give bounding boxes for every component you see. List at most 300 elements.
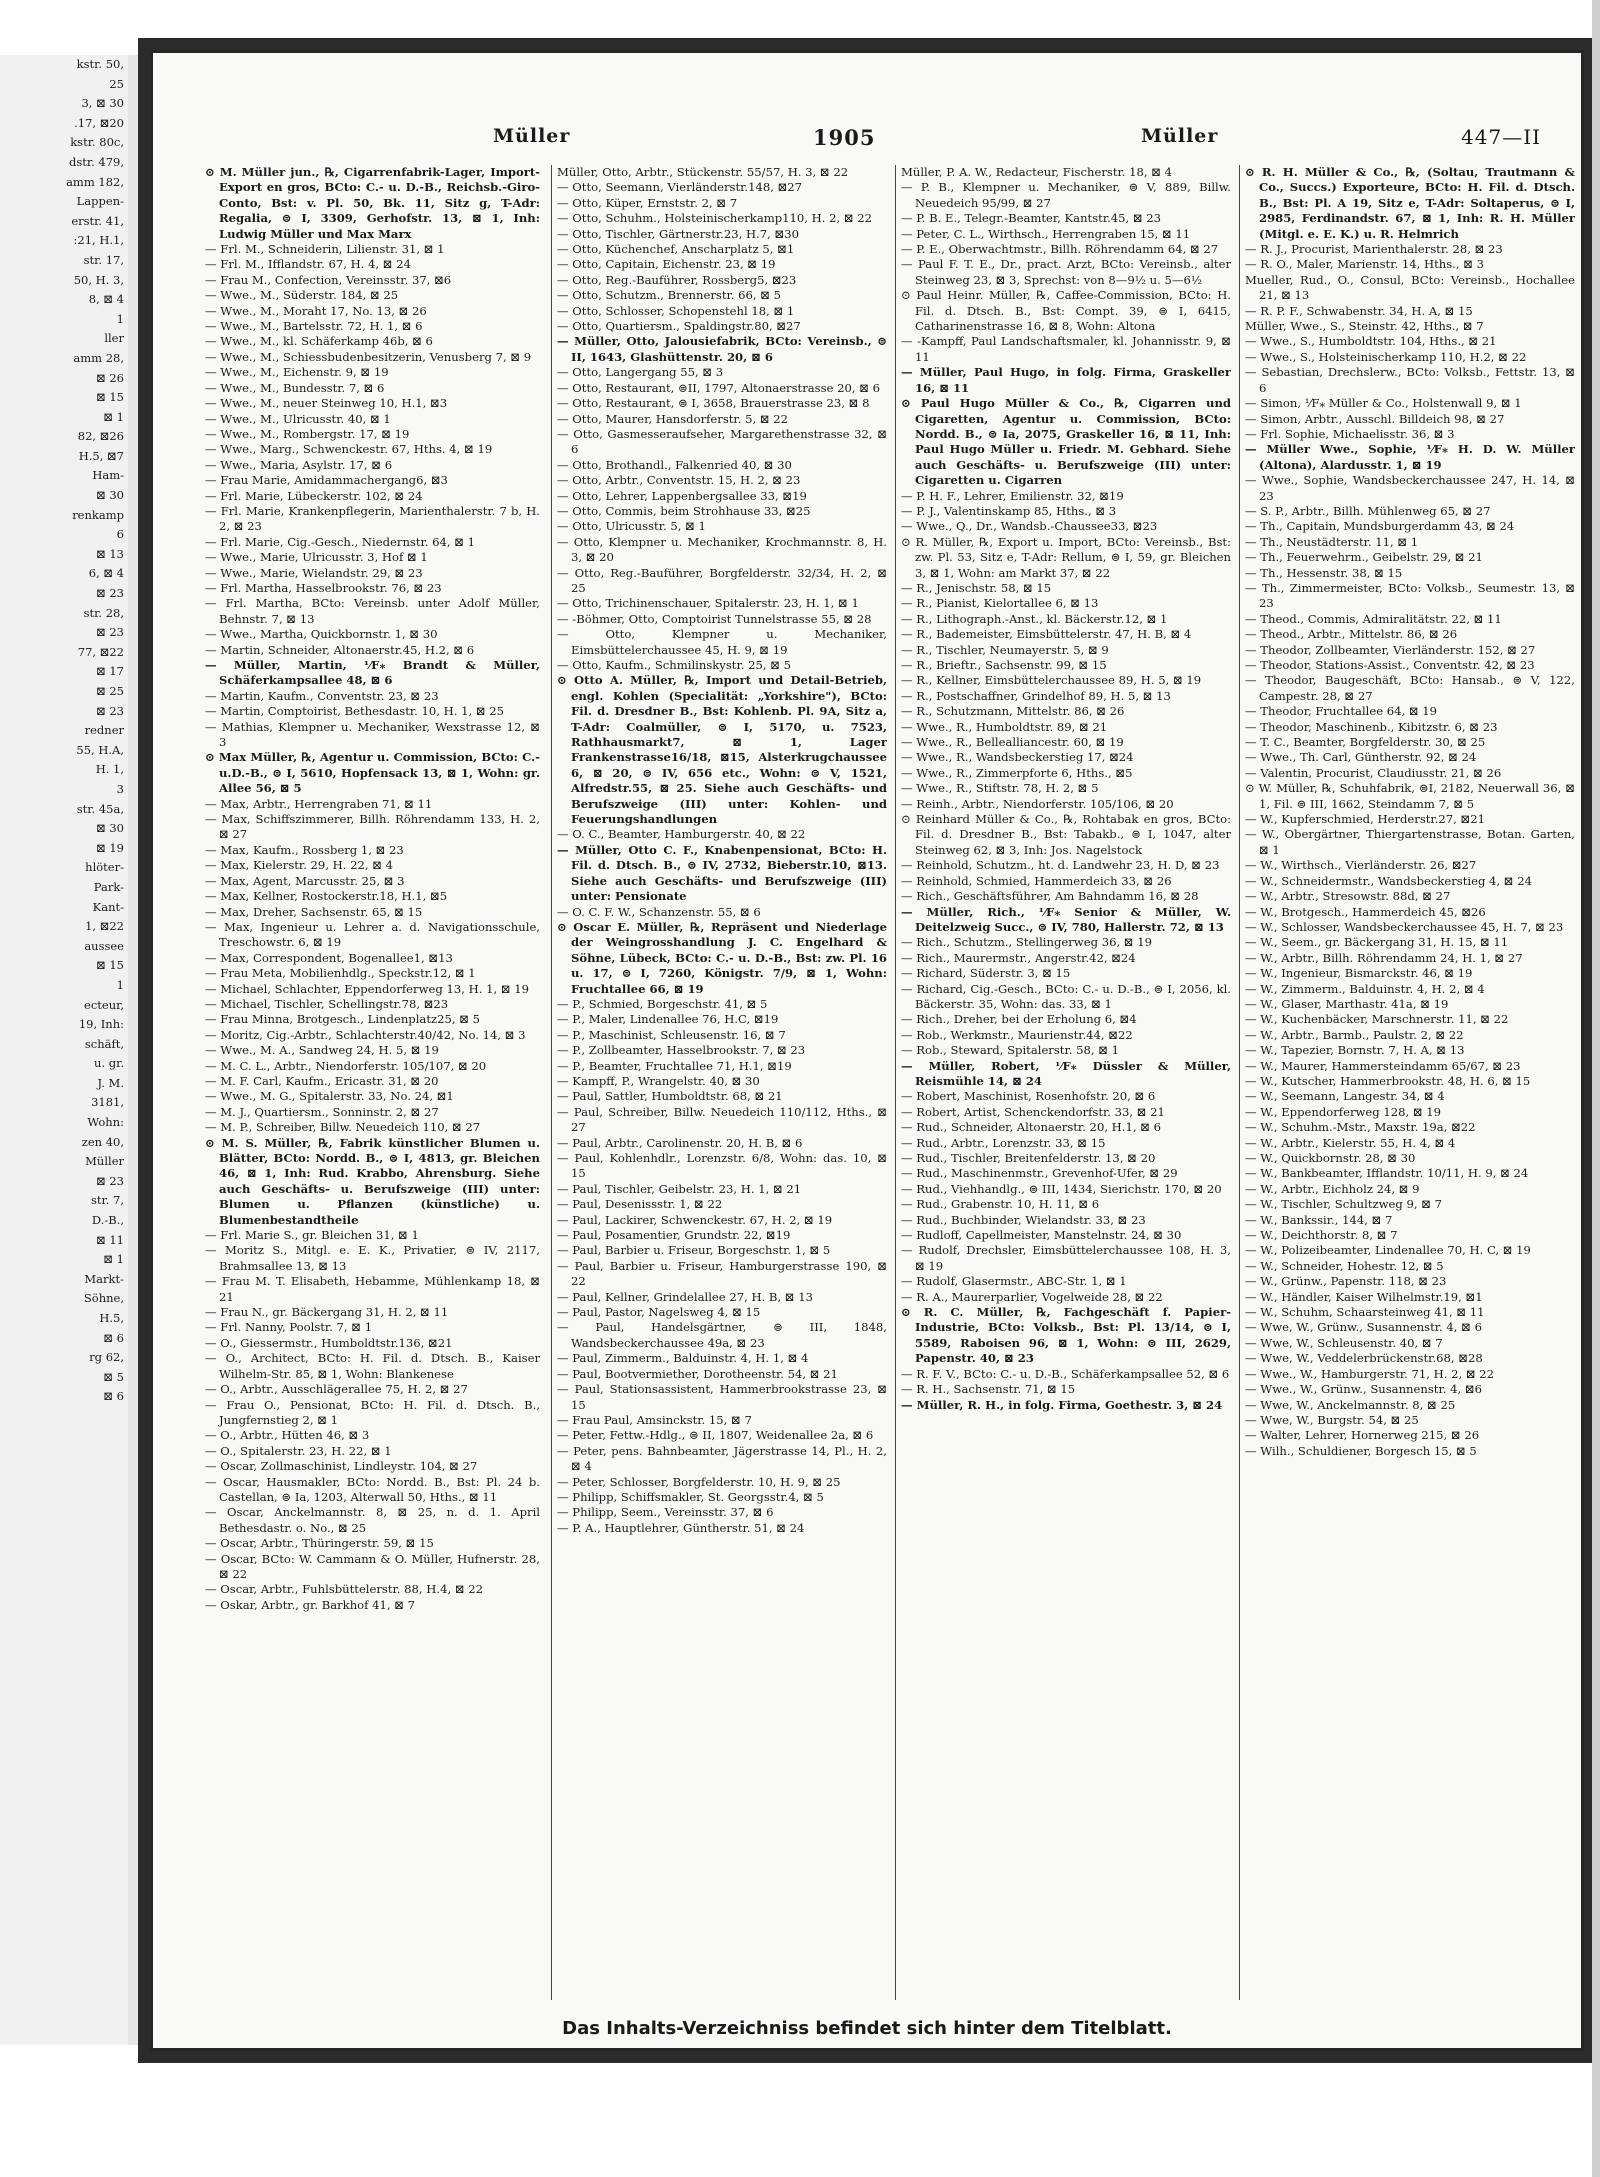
directory-entry: — Wwe., M., Eichenstr. 9, ⊠ 19 (205, 365, 389, 380)
directory-entry: — Wwe, W., Veddelerbrückenstr.68, ⊠28 (1245, 1351, 1483, 1366)
facing-page-line: ⊠ 15 (96, 958, 124, 973)
facing-page-line: ⊠ 13 (96, 546, 124, 561)
directory-entry: — Otto, Ulricusstr. 5, ⊠ 1 (557, 519, 706, 534)
directory-entry: — W., Wirthsch., Vierländerstr. 26, ⊠27 (1245, 858, 1477, 873)
directory-entry: — Wwe., R., Humboldtstr. 89, ⊠ 21 (901, 719, 1108, 734)
facing-page-fragment (0, 55, 130, 2045)
directory-entry: — W., Schuhm.-Mstr., Maxstr. 19a, ⊠22 (1245, 1120, 1476, 1135)
directory-entry: — Otto, Reg.-Bauführer, Rossberg5, ⊠23 (557, 272, 797, 287)
facing-page-line: 25 (109, 76, 124, 91)
directory-page (150, 50, 1584, 2051)
facing-page-line: 19, Inh: (78, 1017, 124, 1032)
directory-entry: — W., Arbtr., Stresowstr. 88d, ⊠ 27 (1245, 889, 1451, 904)
directory-entry: — W., Polizeibeamter, Lindenallee 70, H. C, ⊠ 19 (1245, 1243, 1531, 1258)
directory-entry: — Rud., Buchbinder, Wielandstr. 33, ⊠ 23 (901, 1212, 1146, 1227)
directory-entry: — Max, Dreher, Sachsenstr. 65, ⊠ 15 (205, 904, 423, 919)
directory-entry: — Otto, Schuhm., Holsteinischerkamp110, H. 2, ⊠ 22 (557, 211, 873, 226)
directory-entry: — Paul, Lackirer, Schwenckestr. 67, H. 2, ⊠ 19 (557, 1212, 833, 1227)
directory-entry: — Otto, Lehrer, Lappenbergsallee 33, ⊠19 (557, 488, 807, 503)
facing-page-line: 6 (116, 527, 124, 542)
facing-page-line: 3, ⊠ 30 (81, 96, 124, 111)
directory-entry: — Michael, Schlachter, Eppendorferweg 13, H. 1, ⊠ 19 (205, 981, 529, 996)
directory-entry: — Otto, Brothandl., Falkenried 40, ⊠ 30 (557, 457, 792, 472)
directory-entry: — -Böhmer, Otto, Comptoirist Tunnelstrasse 55, ⊠ 28 (557, 611, 872, 626)
directory-entry: — Max, Kaufm., Rossberg 1, ⊠ 23 (205, 842, 404, 857)
directory-entry: — Max, Ingenieur u. Lehrer a. d. Navigationsschule, Treschowstr. 6, ⊠ 19 (205, 919, 540, 950)
directory-entry: — Oscar, BCto: W. Cammann & O. Müller, Hufnerstr. 28, ⊠ 22 (205, 1551, 540, 1581)
directory-entry: ⊙ Max Müller, ℞, Agentur u. Commission, BCto: C.-u.D.-B., ⊜ I, 5610, Hopfensack 13, ⊠ 1, Wohn: gr. Allee 56, ⊠ 5 (205, 750, 540, 796)
facing-page-line: ⊠ 1 (103, 1252, 124, 1267)
directory-entry: — Oscar, Zollmaschinist, Lindleystr. 104, ⊠ 27 (205, 1459, 478, 1474)
directory-entry: — Wwe, W., Burgstr. 54, ⊠ 25 (1245, 1412, 1419, 1427)
facing-page-line: redner (84, 723, 124, 738)
facing-page-line: schäft, (84, 1036, 124, 1051)
facing-page-line: ⊠ 6 (103, 1330, 124, 1345)
directory-entry: — O., Architect, BCto: H. Fil. d. Dtsch. B., Kaiser Wilhelm-Str. 85, ⊠ 1, Wohn: Blankenese (205, 1351, 540, 1381)
directory-entry: — W., Seemann, Langestr. 34, ⊠ 4 (1245, 1089, 1445, 1104)
facing-page-line: ⊠ 23 (96, 703, 124, 718)
facing-page-line: ⊠ 30 (96, 821, 124, 836)
directory-entry: — R., Kellner, Eimsbüttelerchaussee 89, H. 5, ⊠ 19 (901, 673, 1202, 688)
directory-entry: — Martin, Schneider, Altonaerstr.45, H.2, ⊠ 6 (205, 642, 475, 657)
directory-entry: — Frl. M., Ifflandstr. 67, H. 4, ⊠ 24 (205, 257, 411, 272)
directory-entry: — W., Maurer, Hammersteindamm 65/67, ⊠ 23 (1245, 1058, 1521, 1073)
header-name-left: Müller (493, 125, 571, 147)
facing-page-line: amm 182, (66, 174, 124, 189)
directory-entry: — Rich., Schutzm., Stellingerweg 36, ⊠ 19 (901, 935, 1152, 950)
directory-entry: — Rob., Steward, Spitalerstr. 58, ⊠ 1 (901, 1043, 1119, 1058)
directory-entry: — Wwe., S., Holsteinischerkamp 110, H.2, ⊠ 22 (1245, 349, 1527, 364)
facing-page-line: 6, ⊠ 4 (88, 566, 124, 581)
directory-entry: — Wwe., R., Wandsbeckerstieg 17, ⊠24 (901, 750, 1134, 765)
directory-entry: — Simon, ⅟F⁎ Müller & Co., Holstenwall 9, ⊠ 1 (1245, 396, 1522, 411)
directory-entry: — P., Beamter, Fruchtallee 71, H.1, ⊠19 (557, 1058, 792, 1073)
scan-edge (1592, 0, 1600, 2177)
directory-entry: Müller, P. A. W., Redacteur, Fischerstr. 18, ⊠ 4 (901, 165, 1173, 179)
directory-entry: — M. P., Schreiber, Billw. Neuedeich 110, ⊠ 27 (205, 1120, 481, 1135)
directory-entry: — Th., Feuerwehrm., Geibelstr. 29, ⊠ 21 (1245, 550, 1483, 565)
facing-page-line: str. 45a, (76, 801, 124, 816)
directory-entry: — P. H. F., Lehrer, Emilienstr. 32, ⊠19 (901, 488, 1124, 503)
facing-page-line: ⊠ 19 (96, 840, 124, 855)
directory-entry: — -Kampff, Paul Landschaftsmaler, kl. Johannisstr. 9, ⊠ 11 (901, 334, 1231, 364)
directory-entry: — R. J., Procurist, Marienthalerstr. 28, ⊠ 23 (1245, 242, 1503, 257)
directory-entry: — Otto, Quartiersm., Spaldingstr.80, ⊠27 (557, 319, 801, 334)
directory-entry: — P. A., Hauptlehrer, Güntherstr. 51, ⊠ 24 (557, 1520, 805, 1535)
directory-entry: — Frau M. T. Elisabeth, Hebamme, Mühlenkamp 18, ⊠ 21 (205, 1274, 540, 1304)
directory-entry: — Theod., Arbtr., Mittelstr. 86, ⊠ 26 (1245, 627, 1458, 642)
directory-entry: — W., Quickbornstr. 28, ⊠ 30 (1245, 1151, 1416, 1165)
directory-entry: — Paul, Kellner, Grindelallee 27, H. B, ⊠ 13 (557, 1289, 813, 1304)
directory-entry: ⊙ R. C. Müller, ℞, Fachgeschäft f. Papier-Industrie, BCto: Volksb., Bst: Pl. 13/14, ⊜ I, 5589, Raboisen 96, ⊠ 1, Wohn: ⊜ III, 2629, Papenstr. 40, ⊠ 23 (901, 1305, 1231, 1366)
directory-entry: — Wwe., Maria, Asylstr. 17, ⊠ 6 (205, 457, 393, 472)
directory-entry: — W., Obergärtner, Thiergartenstrasse, Botan. Garten, ⊠ 1 (1245, 827, 1575, 857)
facing-page-line: amm 28, (73, 350, 124, 365)
directory-entry: — Theodor, Baugeschäft, BCto: Hansab., ⊜ V, 122, Campestr. 28, ⊠ 27 (1245, 673, 1575, 703)
directory-entry: — Müller, R. H., in folg. Firma, Goethestr. 3, ⊠ 24 (901, 1397, 1223, 1412)
facing-page-line: Söhne, (83, 1291, 124, 1306)
directory-entry: — Otto, Restaurant, ⊜II, 1797, Altonaerstrasse 20, ⊠ 6 (557, 380, 881, 395)
directory-entry: ⊙ Reinhard Müller & Co., ℞, Rohtabak en gros, BCto: Fil. d. Dresdner B., Bst: Tabakb., ⊜ I, 1047, alter Steinweg 62, ⊠ 3, Inh: Jos. Nagelstock (901, 812, 1231, 857)
directory-entry: — Martin, Kaufm., Conventstr. 23, ⊠ 23 (205, 688, 439, 703)
directory-entry: — W., Schlosser, Wandsbeckerchaussee 45, H. 7, ⊠ 23 (1245, 919, 1564, 934)
directory-entry: — Otto, Capitain, Eichenstr. 23, ⊠ 19 (557, 257, 776, 272)
directory-entry: — W., Kuchenbäcker, Marschnerstr. 11, ⊠ 22 (1245, 1012, 1509, 1027)
directory-entry: — P., Zollbeamter, Hasselbrookstr. 7, ⊠ 23 (557, 1043, 806, 1058)
directory-entry: — Frl. Nanny, Poolstr. 7, ⊠ 1 (205, 1320, 373, 1335)
facing-page-line: 8, ⊠ 4 (88, 292, 124, 307)
directory-entry: — Müller Wwe., Sophie, ⅟F⁎ H. D. W. Müller (Altona), Alardusstr. 1, ⊠ 19 (1245, 442, 1575, 472)
directory-entry: — Theodor, Stations-Assist., Conventstr. 42, ⊠ 23 (1245, 658, 1535, 672)
directory-entry: — W., Arbtr., Billh. Röhrendamm 24, H. 1, ⊠ 27 (1245, 950, 1523, 965)
directory-entry: — Theod., Commis, Admiralitätstr. 22, ⊠ 11 (1245, 611, 1502, 626)
facing-page-line: ⊠ 26 (96, 370, 124, 385)
directory-entry: — Paul, Zimmerm., Balduinstr. 4, H. 1, ⊠ 4 (557, 1351, 809, 1366)
directory-entry: — Frau Minna, Brotgesch., Lindenplatz25, ⊠ 5 (205, 1012, 481, 1027)
directory-entry: — Rud., Viehhandlg., ⊜ III, 1434, Sierichstr. 170, ⊠ 20 (901, 1181, 1222, 1196)
directory-entry: — R., Pianist, Kielortallee 6, ⊠ 13 (901, 596, 1099, 611)
facing-page-line: Lappen- (76, 194, 124, 209)
facing-page-line: H.5, ⊠7 (78, 448, 124, 463)
directory-entry: — Philipp, Schiffsmakler, St. Georgsstr.4, ⊠ 5 (557, 1489, 824, 1504)
directory-entry: — Th., Zimmermeister, BCto: Volksb., Seumestr. 13, ⊠ 23 (1245, 580, 1575, 611)
directory-entry: — Wwe, W., Grünw., Susannenstr. 4, ⊠ 6 (1245, 1320, 1482, 1335)
directory-entry: — Wwe., Marie, Ulricusstr. 3, Hof ⊠ 1 (205, 550, 428, 565)
directory-entry: — Müller, Martin, ⅟F⁎ Brandt & Müller, Schäferkampsallee 48, ⊠ 6 (205, 658, 540, 688)
facing-page-line: ⊠ 5 (103, 1369, 124, 1384)
directory-entry: — Rudloff, Capellmeister, Manstelnstr. 24, ⊠ 30 (901, 1228, 1182, 1243)
directory-entry: — R. P. F., Schwabenstr. 34, H. A, ⊠ 15 (1245, 303, 1473, 318)
directory-entry: — Rud., Grabenstr. 10, H. 11, ⊠ 6 (901, 1197, 1100, 1212)
directory-entry: — Paul F. T. E., Dr., pract. Arzt, BCto: Vereinsb., alter Steinweg 23, ⊠ 3, Sprechst: von 8—9½ u. 5—6½ (901, 257, 1231, 287)
directory-entry: — Otto, Seemann, Vierländerstr.148, ⊠27 (557, 180, 803, 195)
directory-entry: — Richard, Cig.-Gesch., BCto: C.- u. D.-B., ⊜ I, 2056, kl. Bäckerstr. 35, Wohn: das. 33, ⊠ 1 (901, 981, 1231, 1011)
directory-entry: — Müller, Paul Hugo, in folg. Firma, Graskeller 16, ⊠ 11 (901, 365, 1231, 395)
directory-entry: — Otto, Schutzm., Brennerstr. 66, ⊠ 5 (557, 288, 782, 303)
directory-entry: ⊙ R. Müller, ℞, Export u. Import, BCto: Vereinsb., Bst: zw. Pl. 53, Sitz e, T-Adr: Rellum, ⊜ I, 59, gr. Bleichen 3, ⊠ 1, Wohn: am Markt 37, ⊠ 22 (901, 534, 1231, 580)
directory-entry: — Wwe., M., Bartelsstr. 72, H. 1, ⊠ 6 (205, 319, 423, 334)
directory-entry: — P. E., Oberwachtmstr., Billh. Röhrendamm 64, ⊠ 27 (901, 242, 1219, 257)
facing-page-line: 50, H. 3, (73, 272, 124, 287)
directory-entry: — Walter, Lehrer, Hornerweg 215, ⊠ 26 (1245, 1428, 1480, 1443)
directory-entry: — R. A., Maurerparlier, Vogelweide 28, ⊠ 22 (901, 1289, 1163, 1304)
directory-entry: — Otto, Schlosser, Schopenstehl 18, ⊠ 1 (557, 303, 795, 318)
directory-entry: — Rud., Schneider, Altonaerstr. 20, H.1, ⊠ 6 (901, 1120, 1162, 1135)
directory-entry: — Otto, Küchenchef, Anscharplatz 5, ⊠1 (557, 242, 795, 257)
facing-page-line: 1 (116, 977, 124, 992)
directory-entry: — Paul, Schreiber, Billw. Neuedeich 110/112, Hths., ⊠ 27 (557, 1104, 887, 1135)
directory-entry: — Martin, Comptoirist, Bethesdastr. 10, H. 1, ⊠ 25 (205, 704, 505, 719)
facing-page-line: ⊠ 30 (96, 488, 124, 503)
directory-entry: — Sebastian, Drechslerw., BCto: Volksb., Fettstr. 13, ⊠ 6 (1245, 365, 1575, 395)
facing-page-line: Ham- (92, 468, 124, 483)
directory-entry: — Kampff, P., Wrangelstr. 40, ⊠ 30 (557, 1073, 760, 1088)
directory-entry: — Th., Hessenstr. 38, ⊠ 15 (1245, 565, 1403, 580)
directory-entry: — Rud., Arbtr., Lorenzstr. 33, ⊠ 15 (901, 1135, 1106, 1150)
facing-page-line: str. 17, (83, 252, 124, 267)
column-4 (1239, 165, 1575, 2000)
directory-entry: — O., Arbtr., Ausschlägerallee 75, H. 2, ⊠ 27 (205, 1382, 468, 1397)
facing-page-line: dstr. 479, (68, 154, 124, 169)
directory-entry: — Wwe., M., Moraht 17, No. 13, ⊠ 26 (205, 303, 427, 318)
facing-page-line: D.-B., (91, 1213, 124, 1228)
directory-entry: ⊙ M. S. Müller, ℞, Fabrik künstlicher Blumen u. Blätter, BCto: Nordd. B., ⊜ I, 4813, gr. Bleichen 46, ⊠ 1, Inh: Rud. Krabbo, Ahrensburg. Siehe auch Geschäfts- u. Berufszweige (III) unter: Blumen u. Pflanzen (künstliche) u. Blumenbestandtheile (205, 1135, 540, 1227)
facing-page-line: 77, ⊠22 (77, 644, 124, 659)
directory-entry: — Frl. Marie S., gr. Bleichen 31, ⊠ 1 (205, 1228, 419, 1243)
facing-page-line: H. 1, (95, 762, 124, 777)
directory-entry: — Wwe., Sophie, Wandsbeckerchaussee 247, H. 14, ⊠ 23 (1245, 473, 1575, 503)
directory-entry: — Frau N., gr. Bäckergang 31, H. 2, ⊠ 11 (205, 1305, 449, 1320)
directory-entry: — Wwe., M., Rombergstr. 17, ⊠ 19 (205, 426, 410, 441)
directory-entry: — Max, Agent, Marcusstr. 25, ⊠ 3 (205, 873, 405, 888)
directory-entry: — Frl. Marie, Cig.-Gesch., Niedernstr. 64, ⊠ 1 (205, 534, 476, 549)
directory-entry: — W., Arbtr., Barmb., Paulstr. 2, ⊠ 22 (1245, 1027, 1464, 1042)
directory-entry: — Simon, Arbtr., Ausschl. Billdeich 98, ⊠ 27 (1245, 411, 1505, 426)
directory-entry: — P., Maler, Lindenallee 76, H.C, ⊠19 (557, 1012, 779, 1027)
facing-page-line: Kant- (92, 899, 124, 914)
directory-entry: — Max, Kielerstr. 29, H. 22, ⊠ 4 (205, 858, 394, 873)
facing-page-line: 1, ⊠22 (85, 919, 124, 934)
book-gutter (128, 55, 143, 2045)
directory-entry: ⊙ M. Müller jun., ℞, Cigarrenfabrik-Lager, Import- Export en gros, BCto: C.- u. D.-B., Reichsb.-Giro-Conto, Bst: v. Pl. 50, Bk. 11, Sitz g, T-Adr: Regalia, ⊜ I, 3309, Gerhofstr. 13, ⊠ 1, Inh: Ludwig Müller und Max Marx (205, 165, 540, 241)
directory-entry: — Rich., Dreher, bei der Erholung 6, ⊠4 (901, 1012, 1137, 1027)
facing-page-line: kstr. 80c, (70, 135, 124, 150)
directory-entry: — Robert, Artist, Schenckendorfstr. 33, ⊠ 21 (901, 1104, 1165, 1119)
header-name-right: Müller (1141, 125, 1219, 147)
directory-entry: Müller, Otto, Arbtr., Stückenstr. 55/57, H. 3, ⊠ 22 (557, 165, 849, 179)
directory-entry: — W., Tapezier, Bornstr. 7, H. A, ⊠ 13 (1245, 1043, 1465, 1058)
directory-entry: — W., Bankssir., 144, ⊠ 7 (1245, 1212, 1393, 1227)
directory-entry: — Th., Capitain, Mundsburgerdamm 43, ⊠ 24 (1245, 519, 1515, 534)
facing-page-line: ⊠ 15 (96, 390, 124, 405)
directory-entry: — Paul, Handelsgärtner, ⊜ III, 1848, Wandsbeckerchaussee 49a, ⊠ 23 (557, 1320, 887, 1350)
directory-entry: — Reinh., Arbtr., Niendorferstr. 105/106, ⊠ 20 (901, 796, 1174, 811)
directory-entry: — Peter, pens. Bahnbeamter, Jägerstrasse 14, Pl., H. 2, ⊠ 4 (557, 1443, 887, 1474)
header-year: 1905 (813, 125, 876, 150)
directory-entry: — W., Brotgesch., Hammerdeich 45, ⊠26 (1245, 904, 1486, 919)
directory-entry: — Paul, Pastor, Nagelsweg 4, ⊠ 15 (557, 1305, 761, 1320)
directory-entry: — O., Arbtr., Hütten 46, ⊠ 3 (205, 1428, 370, 1443)
directory-entry: — Theodor, Fruchtallee 64, ⊠ 19 (1245, 704, 1438, 719)
directory-entry: — W., Schuhm, Schaarsteinweg 41, ⊠ 11 (1245, 1305, 1485, 1320)
directory-entry: — T. C., Beamter, Borgfelderstr. 30, ⊠ 25 (1245, 735, 1486, 750)
directory-entry: — Wwe., Marg., Schwenckestr. 67, Hths. 4, ⊠ 19 (205, 442, 493, 457)
directory-entry: — Wwe., Q., Dr., Wandsb.-Chaussee33, ⊠23 (901, 519, 1158, 534)
directory-entry: — Paul, Barbier u. Friseur, Borgeschstr. 1, ⊠ 5 (557, 1243, 831, 1258)
directory-entry: — Frl. Marie, Krankenpflegerin, Marienthalerstr. 7 b, H. 2, ⊠ 23 (205, 503, 540, 534)
directory-entry: — R., Schutzmann, Mittelstr. 86, ⊠ 26 (901, 704, 1125, 719)
directory-entry: — Otto, Commis, beim Strohhause 33, ⊠25 (557, 503, 811, 518)
directory-entry: — Rudolf, Glasermstr., ABC-Str. 1, ⊠ 1 (901, 1274, 1127, 1289)
facing-page-line: ⊠ 11 (96, 1232, 124, 1247)
column-3 (895, 165, 1231, 2000)
facing-page-line: ⊠ 17 (96, 664, 124, 679)
directory-entry: ⊙ Oscar E. Müller, ℞, Repräsent und Niederlage der Weingrosshandlung J. C. Engelhard & Söhne, Lübeck, BCto: C.- u. D.-B., Bst: zw. Pl. 16 u. 17, ⊜ I, 7260, Königstr. 7/9, ⊠ 1, Wohn: Fruchtallee 66, ⊠ 19 (557, 919, 887, 996)
facing-page-line: 3181, (91, 1095, 124, 1110)
directory-entry: — Oscar, Anckelmannstr. 8, ⊠ 25, n. d. 1. April Bethesdastr. o. No., ⊠ 25 (205, 1505, 540, 1535)
directory-entry: — Theodor, Maschinenb., Kibitzstr. 6, ⊠ 23 (1245, 719, 1498, 734)
directory-entry: — Max, Schiffszimmerer, Billh. Röhrendamm 133, H. 2, ⊠ 27 (205, 812, 540, 842)
directory-entry: — Paul, Posamentier, Grundstr. 22, ⊠19 (557, 1228, 791, 1243)
facing-page-line: .17, ⊠20 (74, 115, 124, 130)
directory-entry: — Otto, Klempner u. Mechaniker, Eimsbüttelerchaussee 45, H. 9, ⊠ 19 (557, 627, 887, 657)
directory-entry: — Rich., Geschäftsführer, Am Bahndamm 16, ⊠ 28 (901, 889, 1199, 904)
facing-page-line: 55, H.A, (76, 742, 124, 757)
facing-page-line: ⊠ 1 (103, 409, 124, 424)
directory-entry: — R., Jenischstr. 58, ⊠ 15 (901, 580, 1052, 595)
directory-entry: — Otto, Kaufm., Schmilinskystr. 25, ⊠ 5 (557, 658, 791, 672)
directory-entry: — Wwe., R., Stiftstr. 78, H. 2, ⊠ 5 (901, 781, 1099, 796)
directory-entry: — Th., Neustädterstr. 11, ⊠ 1 (1245, 534, 1419, 549)
page-header (173, 125, 1561, 159)
directory-entry: — P. J., Valentinskamp 85, Hths., ⊠ 3 (901, 503, 1117, 518)
directory-entry: — M. C. L., Arbtr., Niendorferstr. 105/107, ⊠ 20 (205, 1058, 487, 1073)
facing-page-line: kstr. 50, (76, 57, 124, 71)
directory-entry: — W., Arbtr., Eichholz 24, ⊠ 9 (1245, 1181, 1420, 1196)
directory-entry: — R. F. V., BCto: C.- u. D.-B., Schäferkampsallee 52, ⊠ 6 (901, 1366, 1230, 1381)
directory-entry: — Rob., Werkmstr., Maurienstr.44, ⊠22 (901, 1027, 1133, 1042)
facing-page-line: rg 62, (89, 1350, 124, 1365)
facing-page-line: ⊠ 25 (96, 684, 124, 698)
directory-entry: — Frau Paul, Amsinckstr. 15, ⊠ 7 (557, 1412, 752, 1427)
directory-entry: — Mathias, Klempner u. Mechaniker, Wexstrasse 12, ⊠ 3 (205, 719, 540, 750)
directory-entry: — Wwe., M., Ulricusstr. 40, ⊠ 1 (205, 411, 391, 426)
directory-entry: — Wwe., M., Schiessbudenbesitzerin, Venusberg 7, ⊠ 9 (205, 349, 532, 364)
directory-entry: — Frau Meta, Mobilienhdlg., Speckstr.12, ⊠ 1 (205, 966, 476, 981)
directory-entry: — Wwe., W., Hamburgerstr. 71, H. 2, ⊠ 22 (1245, 1366, 1495, 1381)
directory-entry: ⊙ Paul Hugo Müller & Co., ℞, Cigarren und Cigaretten, Agentur u. Commission, BCto: Nordd. B., ⊜ Ia, 2075, Graskeller 16, ⊠ 11, Inh: Paul Hugo Müller u. Friedr. M. Gebhard. Siehe auch Geschäfts- u. Berufszweige (III) unter: Cigaretten u. Cigarren (901, 396, 1231, 488)
directory-entry: — Frl. M., Schneiderin, Lilienstr. 31, ⊠ 1 (205, 242, 445, 257)
directory-entry: — Theodor, Zollbeamter, Vierländerstr. 152, ⊠ 27 (1245, 642, 1536, 657)
directory-entry: — W., Seem., gr. Bäckergang 31, H. 15, ⊠ 11 (1245, 935, 1509, 950)
directory-entry: — Müller, Rich., ⅟F⁎ Senior & Müller, W. Deitelzweig Succ., ⊜ IV, 780, Hallerstr. 72, ⊠ 13 (901, 904, 1231, 934)
directory-entry: — Paul, Barbier u. Friseur, Hamburgerstrasse 190, ⊠ 22 (557, 1258, 887, 1289)
directory-entry: — Wwe., R., Zimmerpforte 6, Hths., ⊠5 (901, 765, 1133, 780)
directory-entry: — Philipp, Seem., Vereinsstr. 37, ⊠ 6 (557, 1505, 774, 1520)
directory-entry: — W., Glaser, Marthastr. 41a, ⊠ 19 (1245, 996, 1449, 1011)
directory-entry: — Moritz S., Mitgl. e. E. K., Privatier, ⊜ IV, 2117, Brahmsallee 13, ⊠ 13 (205, 1243, 540, 1273)
directory-entry: — W., Händler, Kaiser Wilhelmstr.19, ⊠1 (1245, 1289, 1483, 1304)
directory-entry: — W., Schneider, Hohestr. 12, ⊠ 5 (1245, 1258, 1444, 1273)
directory-entry: — R. O., Maler, Marienstr. 14, Hths., ⊠ 3 (1245, 257, 1485, 272)
directory-entry: — Wwe., M. A., Sandweg 24, H. 5, ⊠ 19 (205, 1043, 439, 1058)
directory-entry: — Max, Correspondent, Bogenallee1, ⊠13 (205, 950, 453, 965)
directory-entry: — Frl. Marie, Lübeckerstr. 102, ⊠ 24 (205, 488, 423, 503)
facing-page-line: aussee (84, 938, 124, 953)
directory-entry: — Wilh., Schuldiener, Borgesch 15, ⊠ 5 (1245, 1443, 1477, 1458)
facing-page-line: 82, ⊠26 (77, 429, 124, 444)
directory-entry: — Paul, Stationsassistent, Hammerbrookstrasse 23, ⊠ 15 (557, 1382, 887, 1412)
directory-entry: — R., Tischler, Neumayerstr. 5, ⊠ 9 (901, 642, 1109, 657)
directory-entry: — Rich., Maurermstr., Angerstr.42, ⊠24 (901, 950, 1136, 965)
directory-entry: ⊙ Paul Heinr. Müller, ℞, Caffee-Commission, BCto: H. Fil. d. Dtsch. B., Bst: Compt. 39, ⊜ I, 6415, Catharinenstrasse 16, ⊠ 8, Wohn: Altona (901, 288, 1231, 334)
directory-entry: — W., Kutscher, Hammerbrookstr. 48, H. 6, ⊠ 15 (1245, 1073, 1531, 1088)
facing-page-line: H.5, (99, 1311, 124, 1325)
directory-entry: — Wwe., M., Bundesstr. 7, ⊠ 6 (205, 380, 385, 395)
directory-entry: — Müller, Otto C. F., Knabenpensionat, BCto: H. Fil. d. Dtsch. B., ⊜ IV, 2732, Bieberstr.10, ⊠13. Siehe auch Geschäfts- und Berufszweige (III) unter: Pensionate (557, 842, 887, 904)
directory-entry: — P. B. E., Telegr.-Beamter, Kantstr.45, ⊠ 23 (901, 211, 1162, 226)
directory-entry: — Paul, Desenissstr. 1, ⊠ 22 (557, 1197, 723, 1212)
directory-entry: — Paul, Kohlenhdlr., Lorenzstr. 6/8, Wohn: das. 10, ⊠ 15 (557, 1151, 887, 1181)
directory-entry: — Rudolf, Drechsler, Eimsbüttelerchaussee 108, H. 3, ⊠ 19 (901, 1243, 1231, 1273)
directory-entry: — Wwe., Marie, Wielandstr. 29, ⊠ 23 (205, 565, 423, 580)
directory-entry: — Peter, Schlosser, Borgfelderstr. 10, H. 9, ⊠ 25 (557, 1474, 841, 1489)
directory-entry: — Paul, Bootvermiether, Dorotheenstr. 54, ⊠ 21 (557, 1366, 838, 1381)
directory-entry: — Otto, Klempner u. Mechaniker, Krochmannstr. 8, H. 3, ⊠ 20 (557, 534, 887, 565)
directory-entry: ⊙ R. H. Müller & Co., ℞, (Soltau, Trautmann & Co., Succs.) Exporteure, BCto: H. Fil. d. Dtsch. B., Bst: Pl. A 19, Sitz e, T-Adr: Soltaperus, ⊜ I, 2985, Ferdinandstr. 67, ⊠ 1, Inh: R. H. Müller (Mitgl. e. E. K.) u. R. Helmrich (1245, 165, 1575, 241)
directory-entry: — Oskar, Arbtr., gr. Barkhof 41, ⊠ 7 (205, 1597, 416, 1612)
facing-page-line: Wohn: (87, 1115, 124, 1130)
directory-entry: — W., Bankbeamter, Ifflandstr. 10/11, H. 9, ⊠ 24 (1245, 1166, 1529, 1181)
directory-entry: — Moritz, Cig.-Arbtr., Schlachterstr.40/42, No. 14, ⊠ 3 (205, 1027, 526, 1042)
directory-entry: — Wwe, W., Schleusenstr. 40, ⊠ 7 (1245, 1335, 1443, 1350)
directory-entry: — Oscar, Arbtr., Thüringerstr. 59, ⊠ 15 (205, 1536, 434, 1551)
directory-entry: — Wwe., M. G., Spitalerstr. 33, No. 24, ⊠1 (205, 1089, 454, 1104)
directory-entry: — Valentin, Procurist, Claudiusstr. 21, ⊠ 26 (1245, 765, 1502, 780)
facing-page-line: ⊠ 23 (96, 586, 124, 601)
directory-entry: — M. J., Quartiersm., Sonninstr. 2, ⊠ 27 (205, 1104, 439, 1119)
directory-entry: — W., Ingenieur, Bismarckstr. 46, ⊠ 19 (1245, 966, 1473, 981)
directory-entry: — Wwe., Th. Carl, Güntherstr. 92, ⊠ 24 (1245, 750, 1477, 765)
column-1 (205, 165, 540, 2000)
facing-page-line: zen 40, (81, 1134, 124, 1149)
directory-entry: — Wwe., W., Grünw., Susannenstr. 4, ⊠6 (1245, 1382, 1482, 1397)
facing-page-line: Markt- (84, 1271, 124, 1286)
directory-entry: — Müller, Otto, Jalousiefabrik, BCto: Vereinsb., ⊜ II, 1643, Glashüttenstr. 20, ⊠ 6 (557, 334, 887, 364)
directory-entry: Müller, Wwe., S., Steinstr. 42, Hths., ⊠ 7 (1245, 319, 1484, 334)
header-page-number: 447—II (1461, 125, 1541, 149)
directory-entry: — W., Tischler, Schultzweg 9, ⊠ 7 (1245, 1197, 1443, 1212)
directory-entry: — Otto, Küper, Ernststr. 2, ⊠ 7 (557, 195, 738, 210)
facing-page-line: ⊠ 6 (103, 1389, 124, 1404)
facing-page-line: str. 28, (83, 605, 124, 620)
directory-entry: Mueller, Rud., O., Consul, BCto: Vereinsb., Hochallee 21, ⊠ 13 (1245, 272, 1575, 303)
directory-entry: — R., Bademeister, Eimsbüttelerstr. 47, H. B, ⊠ 4 (901, 627, 1192, 642)
facing-page-line: ecteur, (84, 997, 124, 1012)
directory-entry: — P., Schmied, Borgeschstr. 41, ⊠ 5 (557, 996, 768, 1011)
footer-note: Das Inhalts-Verzeichniss befindet sich hinter dem Titelblatt. (562, 2018, 1172, 2039)
directory-entry: — Otto, Reg.-Bauführer, Borgfelderstr. 32/34, H. 2, ⊠ 25 (557, 565, 887, 595)
facing-page-line: 3 (116, 781, 124, 796)
directory-entry: — W., Kupferschmied, Herderstr.27, ⊠21 (1245, 812, 1485, 827)
directory-entry: — Wwe., Martha, Quickbornstr. 1, ⊠ 30 (205, 627, 438, 642)
directory-entry: — O., Spitalerstr. 23, H. 22, ⊠ 1 (205, 1443, 392, 1458)
directory-entry: — W., Grünw., Papenstr. 118, ⊠ 23 (1245, 1274, 1447, 1289)
directory-entry: — Wwe., M., neuer Steinweg 10, H.1, ⊠3 (205, 396, 448, 411)
facing-page-line: hlöter- (85, 860, 124, 875)
facing-page-line: Müller (85, 1154, 124, 1169)
directory-entry: — Frau M., Confection, Vereinsstr. 37, ⊠6 (205, 272, 452, 287)
facing-page-line: erstr. 41, (71, 213, 124, 228)
column-2 (551, 165, 887, 2000)
directory-entry: — Frau O., Pensionat, BCto: H. Fil. d. Dtsch. B., Jungfernstieg 2, ⊠ 1 (205, 1397, 540, 1427)
directory-entry: — Rud., Tischler, Breitenfelderstr. 13, ⊠ 20 (901, 1151, 1156, 1165)
directory-entry: — P. B., Klempner u. Mechaniker, ⊜ V, 889, Billw. Neuedeich 95/99, ⊠ 27 (901, 180, 1231, 210)
directory-entry: — Paul, Sattler, Humboldtstr. 68, ⊠ 21 (557, 1089, 783, 1104)
directory-entry: — Otto, Maurer, Hansdorferstr. 5, ⊠ 22 (557, 411, 788, 426)
facing-page-line: J. M. (97, 1075, 124, 1090)
directory-entry: — R. H., Sachsenstr. 71, ⊠ 15 (901, 1382, 1076, 1397)
facing-page-line: Park- (93, 879, 124, 894)
directory-entry: — W., Schneidermstr., Wandsbeckerstieg 4, ⊠ 24 (1245, 873, 1532, 888)
directory-entry: ⊙ Otto A. Müller, ℞, Import und Detail-Betrieb, engl. Kohlen (Specialität: „Yorkshire"), BCto: Fil. d. Dresdner B., Bst: Kohlenb. Pl. 9A, Sitz a, T-Adr: Coalmüller, ⊜ I, 5170, u. 7523, Rathhausmarkt7, ⊠ 1, Lager Frankenstrasse16/18, ⊠15, Alsterkrugchaussee 6, ⊠ 20, ⊜ IV, 656 etc., Wohn: ⊜ V, 1521, Alfredstr.55, ⊠ 25. Siehe auch Geschäfts- und Berufszweige (III) unter: Kohlen- und Feuerungshandlungen (557, 673, 887, 827)
directory-entry: — Richard, Süderstr. 3, ⊠ 15 (901, 966, 1071, 981)
directory-entry: — Otto, Restaurant, ⊜ I, 3658, Brauerstrasse 23, ⊠ 8 (557, 396, 870, 411)
directory-entry: — Wwe., R., Bellealliancestr. 60, ⊠ 19 (901, 735, 1124, 750)
directory-entry: — Paul, Arbtr., Carolinenstr. 20, H. B, ⊠ 6 (557, 1135, 803, 1150)
directory-entry: — M. F. Carl, Kaufm., Ericastr. 31, ⊠ 20 (205, 1073, 439, 1088)
directory-entry: — Michael, Tischler, Schellingstr.78, ⊠23 (205, 996, 449, 1011)
